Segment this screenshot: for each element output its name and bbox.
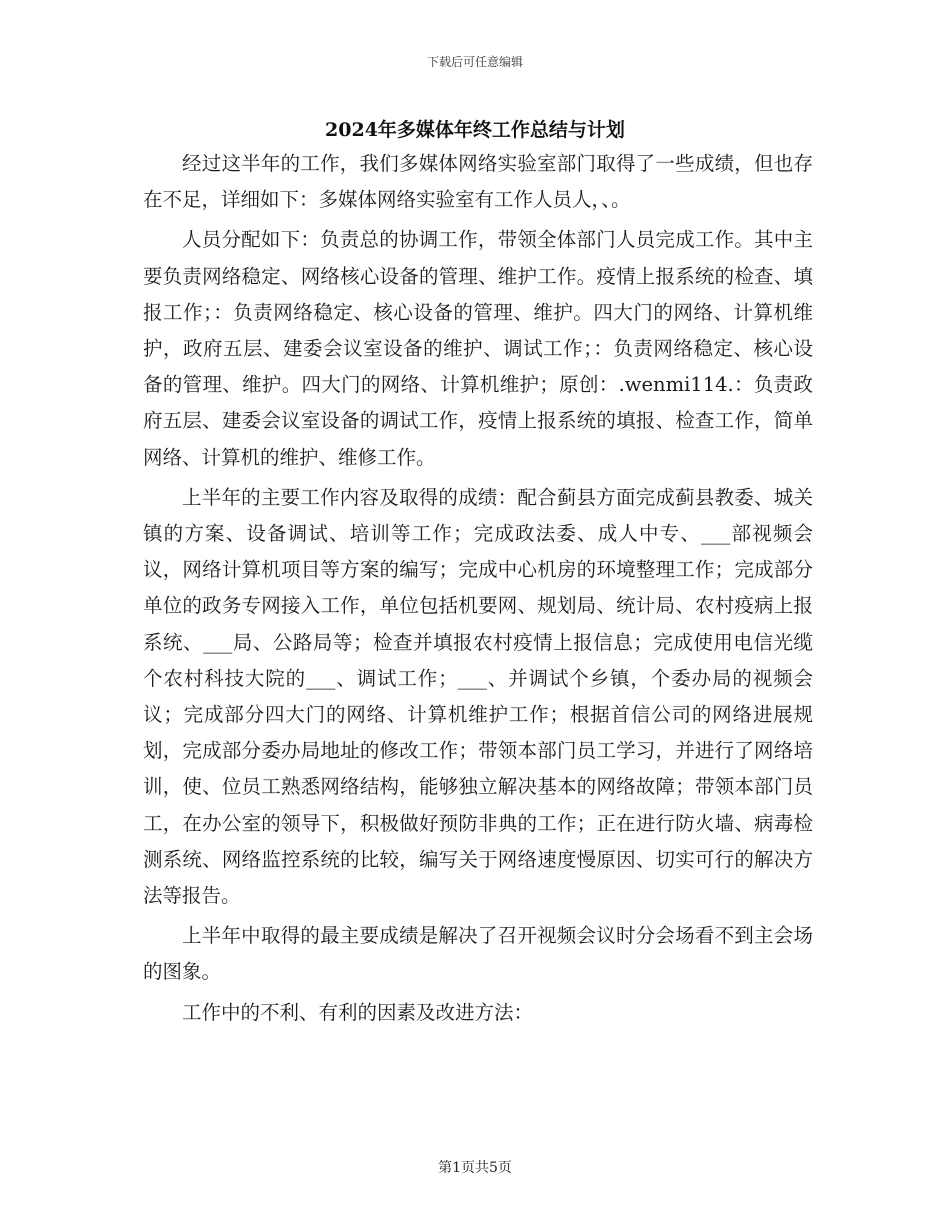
download-note: 下载后可任意编辑 [426,55,523,69]
paragraph-achievements: 上半年的主要工作内容及取得的成绩：配合蓟县方面完成蓟县教委、城关镇的方案、设备调试、培训等工作；完成政法委、成人中专、___部视频会议，网络计算机项目等方案的编写；完成中心机房的环境整理工作；完成部分单位的政务专网接入工作，单位包括机要网、规划局、统计局、农村疫病上报系统、___局、公路局等；检查并填报农村疫情上报信息；完成使用电信光缆个农村科技大院的___、调试工作；___、并调试个乡镇，个委办局的视频会议；完成部分四大门的网络、计算机维护工作；根据首信公司的网络进展规划，完成部分委办局地址的修改工作；带领本部门员工学习，并进行了网络培训，使、位员工熟悉网络结构，能够独立解决基本的网络故障；带领本部门员工，在办公室的领导下，积极做好预防非典的工作；正在进行防火墙、病毒检测系统、网络监控系统的比较，编写关于网络速度慢原因、切实可行的解决方法等报告。 [143,485,813,908]
paragraph-staffing: 人员分配如下：负责总的协调工作，带领全体部门人员完成工作。其中主要负责网络稳定、网络核心设备的管理、维护工作。疫情上报系统的检查、填报工作；：负责网络稳定、核心设备的管理、维护。四大门的网络、计算机维护，政府五层、建委会议室设备的维护、调试工作；：负责网络稳定、核心设备的管理、维护。四大门的网络、计算机维护；原创：.wenmi114.：负责政府五层、建委会议室设备的调试工作，疫情上报系统的填报、检查工作，简单网络、计算机的维护、维修工作。 [143,228,813,469]
page-number: 第1页共5页 [438,1160,512,1176]
paragraph-intro: 经过这半年的工作，我们多媒体网络实验室部门取得了一些成绩，但也存在不足，详细如下：多媒体网络实验室有工作人员人，、。 [143,152,813,212]
document-body [143,146,813,1035]
document-title: 2024年多媒体年终工作总结与计划 [325,119,625,141]
paragraph-factors-heading: 工作中的不利、有利的因素及改进方法： [182,1000,534,1024]
paragraph-main-result: 上半年中取得的最主要成绩是解决了召开视频会议时分会场看不到主会场的图象。 [143,924,813,984]
